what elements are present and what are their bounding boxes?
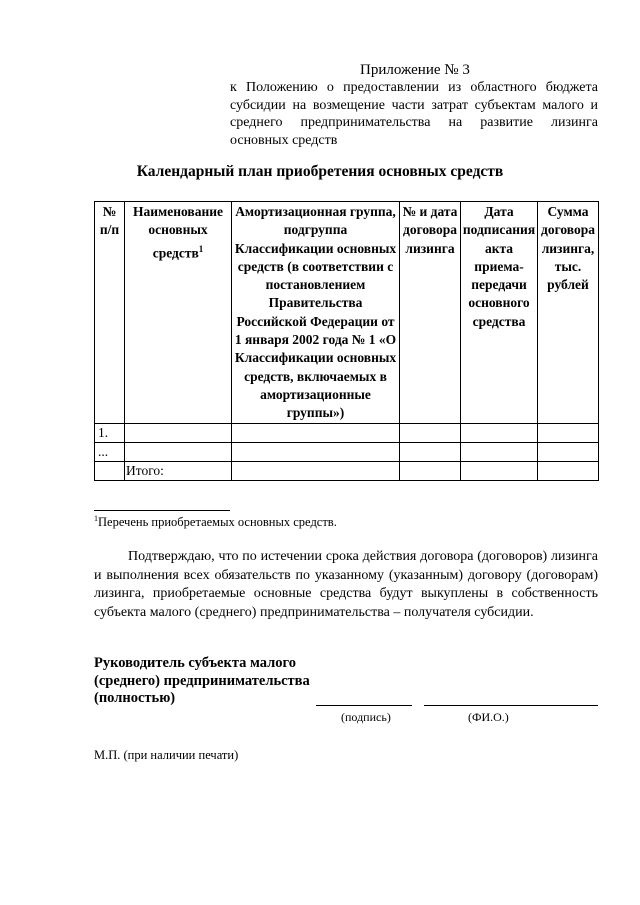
- row-contract: [400, 462, 461, 481]
- header-asset-name-text: Наименование основных средств: [133, 204, 223, 261]
- row-group: [232, 442, 400, 461]
- acquisition-plan-table: [94, 201, 599, 481]
- footnote-text: Перечень приобретаемых основных средств.: [98, 515, 337, 530]
- signature-caption: (подпись): [341, 710, 391, 724]
- confirmation-paragraph: Подтверждаю, что по истечении срока действия договора (договоров) лизинга и выполнения всех обязательств по указанному (указанным) договору (договорам) лизинга, приобретаемые основные средства будут выкуплены в собственность субъекта малого (среднего) предпринимательства – получателя субсидии.: [94, 549, 598, 620]
- header-asset-name: [125, 202, 232, 424]
- footnote-mark-ref: 1: [198, 243, 204, 254]
- appendix-subtitle: к Положению о предоставлении из областного бюджета субсидии на возмещение части затрат субъектам малого и среднего предпринимательства на развитие лизинга основных средств: [230, 80, 598, 148]
- row-group: [232, 423, 400, 442]
- signer-line-1: Руководитель субъекта малого: [94, 655, 297, 671]
- signer-block: [94, 655, 310, 708]
- signature-line: [316, 705, 412, 706]
- row-name: [125, 442, 232, 461]
- name-caption: (ФИ.О.): [468, 710, 509, 724]
- table-row-total: [95, 462, 599, 481]
- table-row: [95, 442, 599, 461]
- signer-line-3: (полностью): [94, 690, 176, 706]
- signer-line-2: (среднего) предпринимательства: [94, 672, 310, 689]
- row-sum: [538, 442, 599, 461]
- footnote-mark: 1: [94, 514, 98, 523]
- row-num: ...: [95, 442, 125, 461]
- row-name: Итого:: [125, 462, 232, 481]
- footnote-separator: [94, 510, 230, 511]
- document-title: Календарный план приобретения основных средств: [136, 163, 504, 180]
- row-sum: [538, 423, 599, 442]
- row-act-date: [461, 462, 538, 481]
- stamp-note: М.П. (при наличии печати): [94, 748, 239, 762]
- appendix-title: Приложение № 3: [360, 62, 470, 78]
- header-num: № п/п: [95, 202, 125, 424]
- header-contract-sum: Сумма договора лизинга, тыс. рублей: [538, 202, 599, 424]
- table-header-row: [95, 202, 599, 424]
- header-contract: № и дата договора лизинга: [400, 202, 461, 424]
- row-act-date: [461, 442, 538, 461]
- row-sum: [538, 462, 599, 481]
- name-line: [424, 705, 598, 706]
- row-num: 1.: [95, 423, 125, 442]
- row-group: [232, 462, 400, 481]
- footnote: [94, 514, 337, 530]
- row-num: [95, 462, 125, 481]
- row-contract: [400, 442, 461, 461]
- row-act-date: [461, 423, 538, 442]
- header-act-date: Дата подписания акта приема-передачи основного средства: [461, 202, 538, 424]
- table-row: [95, 423, 599, 442]
- row-contract: [400, 423, 461, 442]
- row-name: [125, 423, 232, 442]
- header-depreciation-group: Амортизационная группа, подгруппа Классификации основных средств (в соответствии с постановлением Правительства Российской Федерации от 1 января 2002 года № 1 «О Классификации основных средств, включаемых в амортизационные группы»): [232, 202, 400, 424]
